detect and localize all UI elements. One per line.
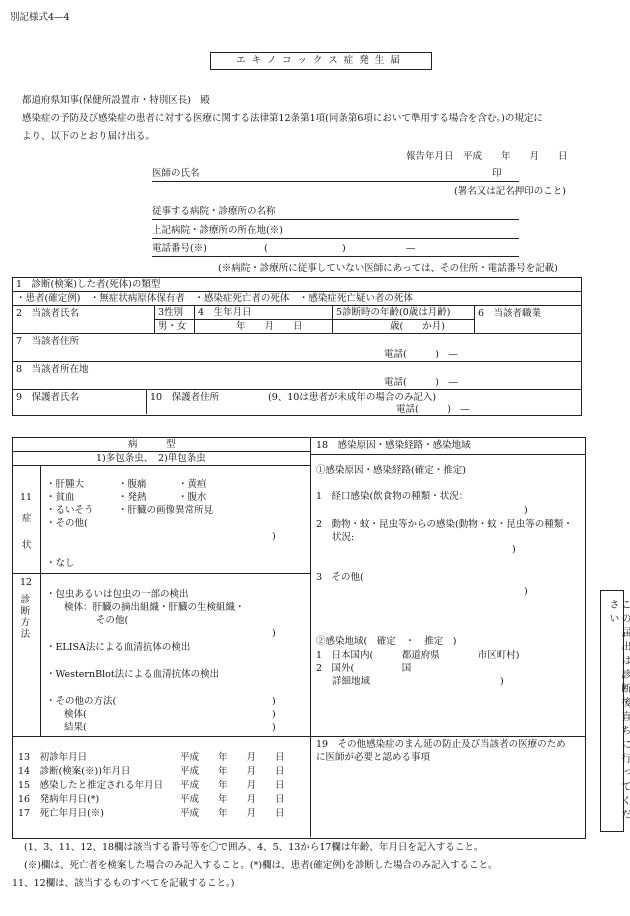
method-specimen[interactable]: 検体：肝臓の摘出組織・肝臓の生検組織・ xyxy=(64,602,245,613)
disease-type-heading: 病 型 xyxy=(128,439,176,450)
method-cyst-detection[interactable]: ・包虫あるいは包虫の一部の検出 xyxy=(46,589,189,600)
addressee: 都道府県知事(保健所設置市・特別区長) 殿 xyxy=(22,95,210,106)
hospital-address-field[interactable] xyxy=(152,225,519,239)
s3-sex: 3性別 xyxy=(158,307,184,318)
s8-location[interactable]: 8 当該者所在地 xyxy=(16,364,89,375)
rule xyxy=(154,319,474,320)
method-western-blot[interactable]: ・WesternBlot法による血清抗体の検出 xyxy=(46,669,220,680)
intro-line-1: 感染症の予防及び感染症の患者に対する医療に関する法律第12条第1項(同条第6項において準用する場合を含む。)の規定に xyxy=(22,113,543,124)
s7-address[interactable]: 7 当該者住所 xyxy=(16,336,80,347)
s2-name[interactable]: 2 当該者氏名 xyxy=(16,308,80,319)
s19-line-2: に医師が必要と認める事項 xyxy=(316,752,431,763)
symptom-anemia[interactable]: ・貧血 xyxy=(46,492,75,503)
symptom-jaundice[interactable]: ・黄疸 xyxy=(178,479,207,490)
date-death[interactable]: 平成 年 月 日 xyxy=(180,808,285,819)
hospital-field[interactable] xyxy=(152,206,519,220)
doctor-name-label: 医師の氏名 xyxy=(152,168,200,179)
symptom-abdominal-pain[interactable]: ・腹痛 xyxy=(118,479,147,490)
s19-line-1: 19 その他感染症のまん延の防止及び当該者の医療のため xyxy=(316,739,566,750)
seal-mark: 印 xyxy=(492,168,502,179)
phone-paren-close: ) xyxy=(342,243,346,254)
s19-input-area[interactable] xyxy=(316,768,580,832)
date-first-visit-label: 13 初診年月日 xyxy=(18,752,88,763)
form-title: エキノコックス症発生届 xyxy=(236,55,406,66)
area-overseas[interactable]: 2 国外( 国 xyxy=(316,663,412,674)
s5-age-format[interactable]: 歳( か月) xyxy=(390,321,445,332)
route-other-close: ) xyxy=(524,586,528,597)
s10-phone[interactable]: 電話( ) — xyxy=(396,404,470,415)
phone-field[interactable] xyxy=(152,243,519,257)
date-onset[interactable]: 平成 年 月 日 xyxy=(180,794,285,805)
symptom-ascites[interactable]: ・腹水 xyxy=(178,492,207,503)
symptom-none[interactable]: ・なし xyxy=(46,558,75,569)
side-note: この届出は診断後直ちに行ってください xyxy=(607,599,630,823)
s9-10-note: (9、10は患者が未成年の場合のみ記入) xyxy=(268,392,437,403)
phone-paren-open: ( xyxy=(264,243,268,254)
s7-phone[interactable]: 電話( ) — xyxy=(384,349,458,360)
s11-number: 11 xyxy=(20,492,33,503)
method-elisa[interactable]: ・ELISA法による血清抗体の検出 xyxy=(46,642,191,653)
method-specimen-close: ) xyxy=(272,628,276,639)
route-oral[interactable]: 1 経口感染(飲食物の種類・状況： xyxy=(316,491,469,502)
s3-sex-options[interactable]: 男・女 xyxy=(158,321,187,332)
date-onset-label: 16 発病年月日(*) xyxy=(18,794,100,805)
symptom-liver-enlargement[interactable]: ・肝腫大 xyxy=(46,479,85,490)
s18-heading: 18 感染原因・感染経路・感染地域 xyxy=(316,440,471,451)
method-other-close: ) xyxy=(272,696,276,707)
rule xyxy=(12,305,581,306)
rule xyxy=(40,465,41,736)
area-detail-close: ) xyxy=(500,676,504,687)
s4-dob: 4 生年月日 xyxy=(198,307,252,318)
method-specimen-other[interactable]: その他( xyxy=(96,615,129,626)
method-other-result[interactable]: 結果( xyxy=(64,722,87,733)
s12-number: 12 xyxy=(20,577,33,588)
s11-label-1: 症 xyxy=(22,513,32,524)
rule xyxy=(12,389,581,390)
doctor-name-field[interactable] xyxy=(152,168,519,182)
footnote-2: (※)欄は、死亡者を検案した場合のみ記入すること。(*)欄は、患者(確定例)を診断した場合のみ記入すること。 xyxy=(24,860,498,871)
disease-type-options[interactable]: 1)多包条虫、 2)単包条虫 xyxy=(96,453,206,464)
symptom-fever[interactable]: ・発熱 xyxy=(118,492,147,503)
s8-phone[interactable]: 電話( ) — xyxy=(384,377,458,388)
route-title[interactable]: ①感染原因・感染経路(確定・推定) xyxy=(316,465,466,476)
s9-guardian-name[interactable]: 9 保護者氏名 xyxy=(16,392,80,403)
s4-dob-format[interactable]: 年 月 日 xyxy=(236,321,303,332)
top-note: (※病院・診療所に従事していない医師にあっては、その住所・電話番号を記載) xyxy=(218,263,558,274)
route-oral-close: ) xyxy=(524,505,528,516)
rule xyxy=(474,305,475,333)
route-animal-close: ) xyxy=(512,544,516,555)
s1-options[interactable]: ・患者(確定例) ・無症状病原体保有者 ・感染症死亡者の死体 ・感染症死亡疑い者の死体 xyxy=(16,293,413,304)
date-infection[interactable]: 平成 年 月 日 xyxy=(180,780,285,791)
route-animal-status[interactable]: 状況: xyxy=(332,532,355,543)
area-domestic[interactable]: 1 日本国内( 都道府県 市区町村) xyxy=(316,650,520,661)
method-other-specimen[interactable]: 検体( xyxy=(64,709,87,720)
date-diagnosis[interactable]: 平成 年 月 日 xyxy=(180,766,285,777)
side-note-box xyxy=(600,590,630,832)
rule xyxy=(12,291,581,292)
route-animal[interactable]: 2 動物・蚊・昆虫等からの感染(動物・蚊・昆虫等の種類・ xyxy=(316,519,573,530)
rule xyxy=(12,361,581,362)
area-detail[interactable]: 詳細地域 xyxy=(332,676,371,687)
method-specimen-close-2: ) xyxy=(272,709,276,720)
rule xyxy=(12,573,311,574)
phone-label: 電話番号(※) xyxy=(152,243,207,254)
intro-line-2: より、以下のとおり届け出る。 xyxy=(22,131,156,142)
phone-dash: — xyxy=(406,243,416,254)
signature-note: (署名又は記名押印のこと) xyxy=(454,186,566,197)
footnote-3: 11、12欄は、該当するものすべてを記載すること。) xyxy=(12,878,235,889)
rule xyxy=(12,736,585,737)
symptom-emaciation[interactable]: ・るいそう xyxy=(46,505,94,516)
footnote-1: (1、3、11、12、18欄は該当する番号等を〇で囲み、4、5、13から17欄は年齢、年月日を記入すること。 xyxy=(24,842,484,853)
form-id: 別記様式4—4 xyxy=(10,12,70,23)
date-first-visit[interactable]: 平成 年 月 日 xyxy=(180,752,285,763)
date-diagnosis-label: 14 診断(検案(※))年月日 xyxy=(18,766,131,777)
rule xyxy=(310,454,585,455)
route-other[interactable]: 3 その他( xyxy=(316,572,364,583)
hospital-address-label: 上記病院・診療所の所在地(※) xyxy=(152,225,283,236)
form-title-box xyxy=(210,52,432,70)
hospital-label: 従事する病院・診療所の名称 xyxy=(152,206,276,217)
s11-label-2: 状 xyxy=(22,540,32,551)
area-title[interactable]: ②感染地域( 確定 ・ 推定 ) xyxy=(316,636,457,647)
s12-label: 診断方法 xyxy=(18,594,30,640)
s10-guardian-address[interactable]: 10 保護者住所 xyxy=(150,392,220,403)
s5-age: 5診断時の年齢(0歳は月齢) xyxy=(336,307,451,318)
rule xyxy=(146,389,147,414)
method-other[interactable]: ・その他の方法( xyxy=(46,696,117,707)
method-result-close: ) xyxy=(272,722,276,733)
report-date[interactable]: 報告年月日 平成 年 月 日 xyxy=(406,151,568,162)
s6-job[interactable]: 6 当該者職業 xyxy=(478,308,542,319)
symptom-other[interactable]: ・その他( xyxy=(46,518,88,529)
rule xyxy=(12,333,581,334)
rule xyxy=(12,465,311,466)
symptom-liver-image-abnormal[interactable]: ・肝臓の画像異常所見 xyxy=(118,505,214,516)
symptom-other-close: ) xyxy=(272,531,276,542)
s1-heading: 1 診断(検案)した者(死体)の類型 xyxy=(16,279,161,290)
rule xyxy=(310,437,311,837)
date-death-label: 17 死亡年月日(※) xyxy=(18,808,105,819)
date-infection-label: 15 感染したと推定される年月日 xyxy=(18,780,164,791)
rule xyxy=(12,451,311,452)
